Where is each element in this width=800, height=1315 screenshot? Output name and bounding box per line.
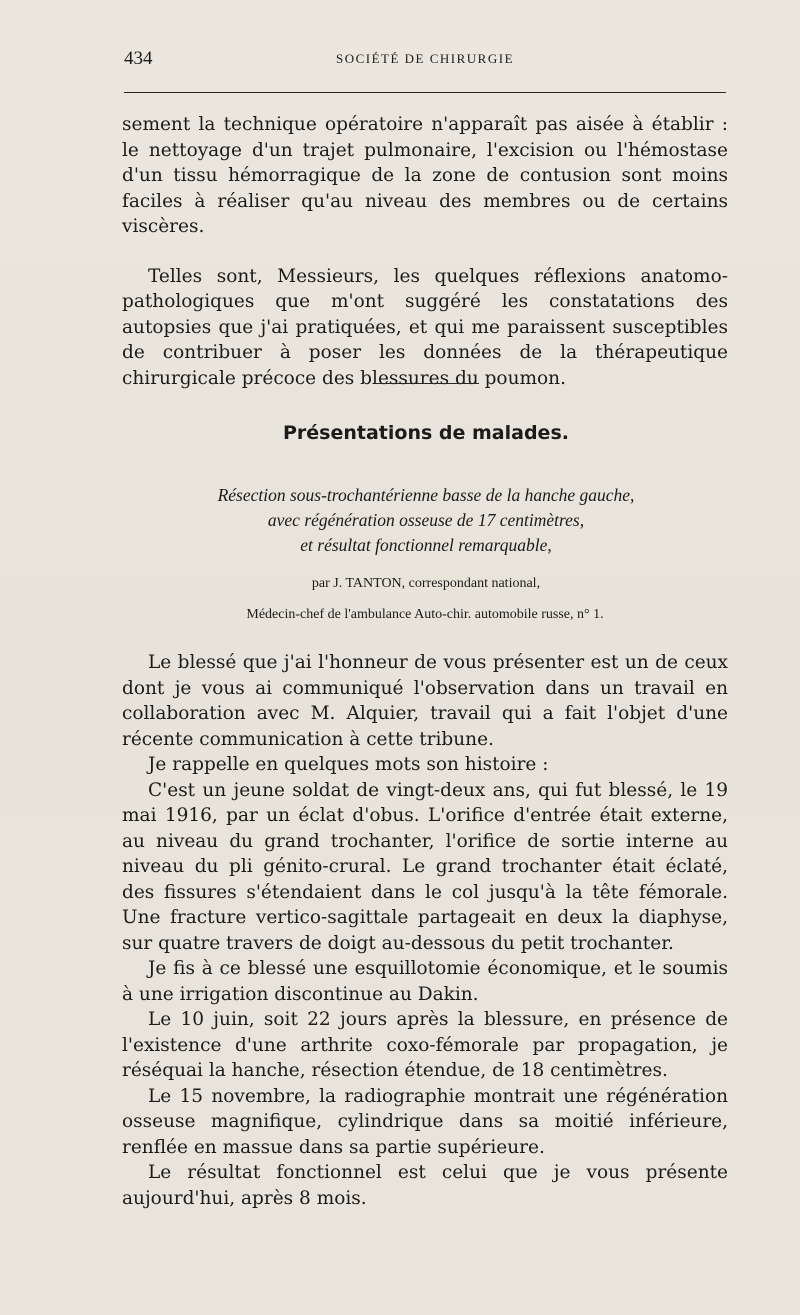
section-title: Présentations de malades.: [283, 422, 569, 444]
subtitle-line: et résultat fonctionnel remarquable,: [300, 535, 552, 555]
top-text-block: [122, 112, 728, 391]
subtitle-line: avec régénération osseuse de 17 centimètres,: [267, 510, 585, 530]
paragraph: Je rappelle en quelques mots son histoire :: [148, 754, 549, 775]
paragraph: C'est un jeune soldat de vingt-deux ans, qui fut blessé, le 19 mai 1916, par un éclat d'obus. L'orifice d'entrée était externe, au niveau du grand trochanter, l'orifice de sortie interne au niveau du pli génito-crural. Le grand trochanter était éclaté, des fissures s'étendaient dans le col jusqu'à la tête fémorale. Une fracture vertico-sagittale partageait en deux la diaphyse, sur quatre travers de doigt au-dessous du petit trochanter.: [122, 779, 728, 954]
page-header: [124, 48, 726, 76]
main-text-block: [122, 650, 728, 1211]
paragraph: Je fis à ce blessé une esquillotomie économique, et le soumis à une irrigation discontinue au Dakin.: [122, 958, 728, 1005]
section-divider: [375, 383, 479, 384]
running-head: SOCIÉTÉ DE CHIRURGIE: [335, 51, 515, 66]
page-number: 434: [124, 48, 153, 69]
paragraph: Le blessé que j'ai l'honneur de vous présenter est un de ceux dont je vous ai communiqué l'observation dans un travail en collaboration avec M. Alquier, travail qui a fait l'objet d'une récente communication à cette tribune.: [122, 652, 728, 750]
author-byline: par J. TANTON, correspondant national,: [311, 576, 541, 591]
subtitle-line: Résection sous-trochantérienne basse de la hanche gauche,: [217, 485, 635, 505]
paragraph: Le 15 novembre, la radiographie montrait une régénération osseuse magnifique, cylindrique dans sa moitié inférieure, renflée en massue dans sa partie supérieure.: [122, 1085, 728, 1158]
paragraph: Telles sont, Messieurs, les quelques réflexions anatomo-pathologiques que m'ont suggéré les constatations des autopsies que j'ai pratiquées, et qui me paraissent susceptibles de contribuer à poser les données de la thérapeutique chirurgicale précoce des blessures du poumon.: [122, 265, 728, 389]
paragraph: Le 10 juin, soit 22 jours après la blessure, en présence de l'existence d'une arthrite coxo-fémorale par propagation, je réséquai la hanche, résection étendue, de 18 centimètres.: [122, 1009, 728, 1081]
paragraph: sement la technique opératoire n'apparaît pas aisée à établir : le nettoyage d'un trajet pulmonaire, l'excision ou l'hémostase d'un tissu hémorragique de la zone de contusion sont moins faciles à réaliser qu'au niveau des membres ou de certains viscères.: [122, 114, 728, 237]
header-rule: [124, 92, 726, 93]
author-affiliation: Médecin-chef de l'ambulance Auto-chir. automobile russe, n° 1.: [246, 607, 604, 622]
article-subtitle: [140, 483, 712, 558]
paragraph: Le résultat fonctionnel est celui que je vous présente aujourd'hui, après 8 mois.: [122, 1162, 728, 1209]
